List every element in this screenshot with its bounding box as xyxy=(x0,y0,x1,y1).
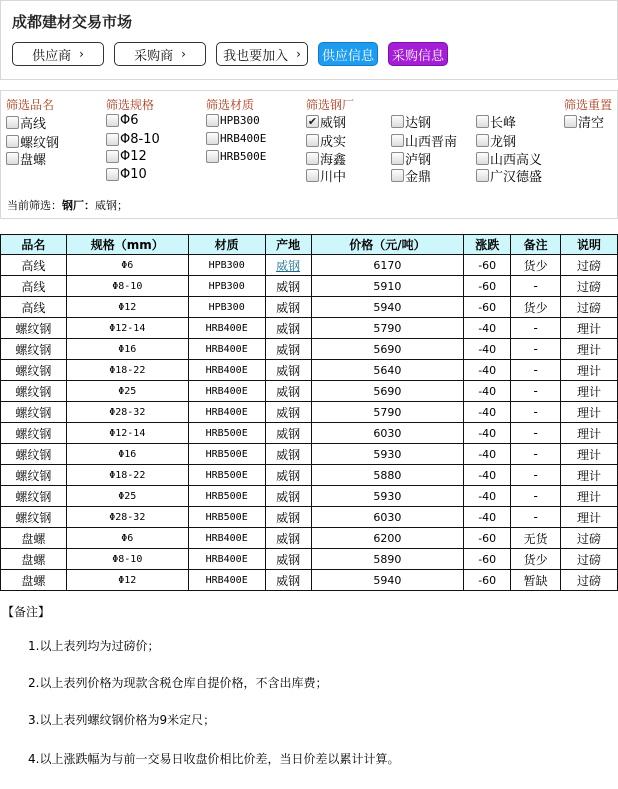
cell-spec: Φ6 xyxy=(66,528,188,549)
cell-product: 盘螺 xyxy=(1,570,67,591)
cell-origin: 威钢 xyxy=(265,444,311,465)
cell-note: 理计 xyxy=(561,465,618,486)
checkbox[interactable] xyxy=(476,134,489,147)
table-row xyxy=(1,528,618,549)
cell-price: 5930 xyxy=(311,486,464,507)
cell-price: 5940 xyxy=(311,297,464,318)
cell-spec: Φ28-32 xyxy=(66,507,188,528)
col-header-material: 材质 xyxy=(188,235,265,255)
cell-product: 盘螺 xyxy=(1,528,67,549)
cell-note: 过磅 xyxy=(561,549,618,570)
table-header-row xyxy=(1,235,618,255)
cell-spec: Φ8-10 xyxy=(66,549,188,570)
col-header-spec: 规格（mm） xyxy=(66,235,188,255)
filter-option-mill[interactable]: 海鑫 xyxy=(306,149,346,168)
cell-remark: - xyxy=(511,339,561,360)
cell-spec: Φ28-32 xyxy=(66,402,188,423)
checkbox[interactable] xyxy=(476,152,489,165)
checkbox[interactable] xyxy=(391,152,404,165)
site-header xyxy=(0,0,618,80)
filter-option-mill[interactable]: ✔ 威钢 xyxy=(307,115,347,131)
cell-price: 5940 xyxy=(311,570,464,591)
table-row xyxy=(1,360,618,381)
cell-product: 螺纹钢 xyxy=(1,507,67,528)
filter-option-product[interactable]: 高线 xyxy=(6,113,46,132)
cell-price: 5790 xyxy=(311,318,464,339)
filter-option-product[interactable]: 螺纹钢 xyxy=(6,132,59,151)
cell-spec: Φ25 xyxy=(66,486,188,507)
cell-origin: 威钢 xyxy=(265,402,311,423)
cell-note: 理计 xyxy=(561,360,618,381)
filter-mill-heading: 筛选钢厂 xyxy=(306,98,355,112)
cell-change: -60 xyxy=(464,549,511,570)
table-row xyxy=(1,423,618,444)
origin-link[interactable]: 威钢 xyxy=(276,258,301,273)
cell-material: HRB400E xyxy=(188,360,265,381)
cell-origin: 威钢 xyxy=(265,549,311,570)
filter-option-mill[interactable]: 泸钢 xyxy=(391,149,431,168)
cell-product: 高线 xyxy=(1,276,67,297)
cell-product: 高线 xyxy=(1,297,67,318)
table-row xyxy=(1,402,618,423)
cell-price: 6200 xyxy=(311,528,464,549)
suppliers-button-label: 供应商 xyxy=(32,48,72,64)
cell-remark: - xyxy=(511,423,561,444)
cell-note: 理计 xyxy=(561,402,618,423)
table-row xyxy=(1,381,618,402)
checkbox[interactable] xyxy=(6,116,19,129)
cell-remark: 货少 xyxy=(511,297,561,318)
current-filter xyxy=(7,197,128,213)
cell-spec: Φ8-10 xyxy=(66,276,188,297)
cell-price: 5690 xyxy=(311,381,464,402)
filter-option-material[interactable]: HRB500E xyxy=(206,150,266,163)
cell-remark: - xyxy=(511,444,561,465)
current-filter-prefix: 当前筛选： xyxy=(7,199,62,212)
cell-change: -60 xyxy=(464,528,511,549)
checkbox[interactable] xyxy=(6,135,19,148)
cell-change: -40 xyxy=(464,486,511,507)
cell-origin: 威钢 xyxy=(265,570,311,591)
cell-material: HRB400E xyxy=(188,318,265,339)
cell-material: HRB500E xyxy=(188,486,265,507)
filter-reset-heading: 筛选重置 xyxy=(564,98,613,112)
join-button-label: 我也要加入 xyxy=(223,48,289,64)
cell-origin: 威钢 xyxy=(265,339,311,360)
table-row xyxy=(1,276,618,297)
filter-option-mill[interactable]: 金鼎 xyxy=(391,166,431,185)
checkbox[interactable] xyxy=(6,152,19,165)
table-row xyxy=(1,465,618,486)
table-row xyxy=(1,297,618,318)
cell-note: 理计 xyxy=(561,381,618,402)
join-button[interactable] xyxy=(216,42,308,66)
cell-remark: 货少 xyxy=(511,549,561,570)
clear-filters-option[interactable]: 清空 xyxy=(564,112,604,131)
checkbox[interactable] xyxy=(106,150,119,163)
notes-title: 【备注】 xyxy=(2,605,51,619)
checkbox[interactable] xyxy=(106,133,119,146)
cell-remark: - xyxy=(511,318,561,339)
col-header-change: 涨跌 xyxy=(464,235,511,255)
table-row xyxy=(1,255,618,276)
cell-material: HPB300 xyxy=(188,255,265,276)
col-header-product: 品名 xyxy=(1,235,67,255)
cell-material: HRB400E xyxy=(188,570,265,591)
cell-origin: 威钢 xyxy=(265,486,311,507)
cell-material: HPB300 xyxy=(188,297,265,318)
filter-option-mill[interactable]: 川中 xyxy=(306,166,346,185)
checkbox[interactable] xyxy=(306,152,319,165)
cell-origin: 威钢 xyxy=(265,507,311,528)
cell-remark: - xyxy=(511,507,561,528)
note-item: 1.以上表列均为过磅价； xyxy=(28,639,160,653)
cell-price: 5690 xyxy=(311,339,464,360)
supply-info-button[interactable]: 供应信息 xyxy=(318,42,378,66)
checkbox[interactable] xyxy=(476,169,489,182)
cell-material: HRB400E xyxy=(188,528,265,549)
cell-price: 5880 xyxy=(311,465,464,486)
price-table xyxy=(0,234,618,591)
cell-remark: - xyxy=(511,486,561,507)
cell-change: -40 xyxy=(464,381,511,402)
cell-note: 理计 xyxy=(561,486,618,507)
purchase-info-button[interactable]: 采购信息 xyxy=(388,42,448,66)
cell-product: 螺纹钢 xyxy=(1,465,67,486)
cell-price: 5790 xyxy=(311,402,464,423)
cell-origin xyxy=(265,255,311,276)
filter-option-mill[interactable]: 长峰 xyxy=(476,112,516,131)
cell-price: 5930 xyxy=(311,444,464,465)
filter-option-product[interactable]: 盘螺 xyxy=(6,149,46,168)
filter-option-mill[interactable]: 龙钢 xyxy=(476,131,516,150)
note-item: 2.以上表列价格为现款含税仓库自提价格，不含出库费； xyxy=(28,676,328,690)
checkbox[interactable] xyxy=(106,114,119,127)
table-row xyxy=(1,549,618,570)
cell-product: 高线 xyxy=(1,255,67,276)
filter-option-mill[interactable]: 广汉德盛 xyxy=(476,166,542,185)
cell-change: -40 xyxy=(464,507,511,528)
cell-note: 过磅 xyxy=(561,276,618,297)
cell-material: HRB400E xyxy=(188,402,265,423)
table-row xyxy=(1,486,618,507)
price-table-body xyxy=(1,255,618,591)
filter-option-mill[interactable]: 山西高义 xyxy=(476,149,542,168)
filter-spec-heading: 筛选规格 xyxy=(106,98,155,112)
cell-remark: 货少 xyxy=(511,255,561,276)
cell-origin: 威钢 xyxy=(265,276,311,297)
cell-product: 螺纹钢 xyxy=(1,381,67,402)
cell-note: 理计 xyxy=(561,507,618,528)
checkbox[interactable] xyxy=(206,114,219,127)
filter-option-material[interactable]: HPB300 xyxy=(206,114,260,127)
cell-remark: - xyxy=(511,360,561,381)
checkbox[interactable] xyxy=(306,169,319,182)
cell-price: 5890 xyxy=(311,549,464,570)
cell-spec: Φ16 xyxy=(66,339,188,360)
cell-material: HPB300 xyxy=(188,276,265,297)
cell-product: 螺纹钢 xyxy=(1,318,67,339)
cell-spec: Φ12 xyxy=(66,297,188,318)
cell-change: -40 xyxy=(464,360,511,381)
filter-option-mill[interactable]: 山西晋南 xyxy=(391,131,457,150)
cell-origin: 威钢 xyxy=(265,360,311,381)
cell-remark: 暂缺 xyxy=(511,570,561,591)
cell-spec: Φ12-14 xyxy=(66,318,188,339)
cell-product: 螺纹钢 xyxy=(1,402,67,423)
cell-material: HRB500E xyxy=(188,423,265,444)
cell-price: 6030 xyxy=(311,507,464,528)
filter-option-mill[interactable]: 达钢 xyxy=(391,112,431,131)
checkbox[interactable] xyxy=(206,132,219,145)
note-item: 3.以上表列螺纹钢价格为9米定尺； xyxy=(28,713,216,727)
cell-note: 过磅 xyxy=(561,255,618,276)
filter-panel xyxy=(0,90,618,219)
chevron-right-icon: › xyxy=(79,47,84,61)
cell-spec: Φ25 xyxy=(66,381,188,402)
buyers-button[interactable] xyxy=(114,42,206,66)
checkbox[interactable] xyxy=(206,150,219,163)
cell-origin: 威钢 xyxy=(265,381,311,402)
checkbox[interactable] xyxy=(476,115,489,128)
suppliers-button[interactable] xyxy=(12,42,104,66)
cell-price: 6170 xyxy=(311,255,464,276)
filter-material-heading: 筛选材质 xyxy=(206,98,255,112)
cell-material: HRB400E xyxy=(188,339,265,360)
cell-note: 理计 xyxy=(561,339,618,360)
cell-note: 理计 xyxy=(561,444,618,465)
cell-remark: - xyxy=(511,381,561,402)
cell-spec: Φ6 xyxy=(66,255,188,276)
cell-change: -60 xyxy=(464,255,511,276)
cell-spec: Φ18-22 xyxy=(66,360,188,381)
cell-change: -40 xyxy=(464,444,511,465)
cell-note: 理计 xyxy=(561,423,618,444)
cell-origin: 威钢 xyxy=(265,297,311,318)
filter-option-spec[interactable]: Φ6 xyxy=(106,113,139,128)
cell-product: 螺纹钢 xyxy=(1,360,67,381)
col-header-remark: 备注 xyxy=(511,235,561,255)
cell-remark: - xyxy=(511,465,561,486)
cell-price: 5640 xyxy=(311,360,464,381)
filter-option-spec[interactable]: Φ8-10 xyxy=(106,132,160,147)
chevron-right-icon: › xyxy=(181,47,186,61)
checkbox[interactable] xyxy=(391,169,404,182)
filter-product-heading: 筛选品名 xyxy=(6,98,55,112)
cell-change: -40 xyxy=(464,423,511,444)
cell-product: 螺纹钢 xyxy=(1,444,67,465)
cell-origin: 威钢 xyxy=(265,465,311,486)
checkbox[interactable] xyxy=(306,134,319,147)
cell-remark: - xyxy=(511,402,561,423)
cell-product: 螺纹钢 xyxy=(1,486,67,507)
cell-change: -40 xyxy=(464,318,511,339)
cell-note: 过磅 xyxy=(561,570,618,591)
cell-price: 5910 xyxy=(311,276,464,297)
cell-spec: Φ12-14 xyxy=(66,423,188,444)
cell-change: -60 xyxy=(464,297,511,318)
cell-material: HRB400E xyxy=(188,381,265,402)
cell-change: -40 xyxy=(464,402,511,423)
chevron-right-icon: › xyxy=(296,47,301,61)
note-item: 4.以上涨跌幅为与前一交易日收盘价相比价差，当日价差以累计计算。 xyxy=(28,752,400,766)
col-header-note: 说明 xyxy=(561,235,618,255)
filter-option-spec[interactable]: Φ10 xyxy=(106,167,147,182)
filter-option-mill[interactable]: 成实 xyxy=(306,131,346,150)
table-row xyxy=(1,339,618,360)
cell-price: 6030 xyxy=(311,423,464,444)
cell-change: -60 xyxy=(464,276,511,297)
cell-product: 螺纹钢 xyxy=(1,423,67,444)
buyers-button-label: 采购商 xyxy=(134,48,174,64)
cell-product: 螺纹钢 xyxy=(1,339,67,360)
cell-change: -40 xyxy=(464,339,511,360)
col-header-price: 价格（元/吨） xyxy=(311,235,464,255)
checkbox[interactable] xyxy=(106,168,119,181)
cell-spec: Φ16 xyxy=(66,444,188,465)
cell-origin: 威钢 xyxy=(265,528,311,549)
current-filter-value: 威钢； xyxy=(95,199,128,212)
cell-remark: 无货 xyxy=(511,528,561,549)
checkbox[interactable] xyxy=(391,115,404,128)
filter-option-spec[interactable]: Φ12 xyxy=(106,149,147,164)
filter-option-material[interactable]: HRB400E xyxy=(206,132,266,145)
col-header-origin: 产地 xyxy=(265,235,311,255)
cell-material: HRB500E xyxy=(188,465,265,486)
cell-note: 理计 xyxy=(561,318,618,339)
site-title: 成都建材交易市场 xyxy=(12,13,133,31)
table-row xyxy=(1,318,618,339)
checkbox[interactable] xyxy=(391,134,404,147)
cell-material: HRB400E xyxy=(188,549,265,570)
cell-origin: 威钢 xyxy=(265,423,311,444)
cell-note: 过磅 xyxy=(561,297,618,318)
checkbox-checked[interactable]: ✔ xyxy=(307,115,318,128)
cell-material: HRB500E xyxy=(188,444,265,465)
cell-material: HRB500E xyxy=(188,507,265,528)
current-filter-key: 钢厂： xyxy=(62,199,95,212)
checkbox[interactable] xyxy=(564,115,577,128)
cell-change: -40 xyxy=(464,465,511,486)
cell-remark: - xyxy=(511,276,561,297)
table-row xyxy=(1,507,618,528)
cell-spec: Φ12 xyxy=(66,570,188,591)
cell-note: 过磅 xyxy=(561,528,618,549)
cell-origin: 威钢 xyxy=(265,318,311,339)
cell-change: -60 xyxy=(464,570,511,591)
cell-product: 盘螺 xyxy=(1,549,67,570)
table-row xyxy=(1,444,618,465)
table-row xyxy=(1,570,618,591)
cell-spec: Φ18-22 xyxy=(66,465,188,486)
